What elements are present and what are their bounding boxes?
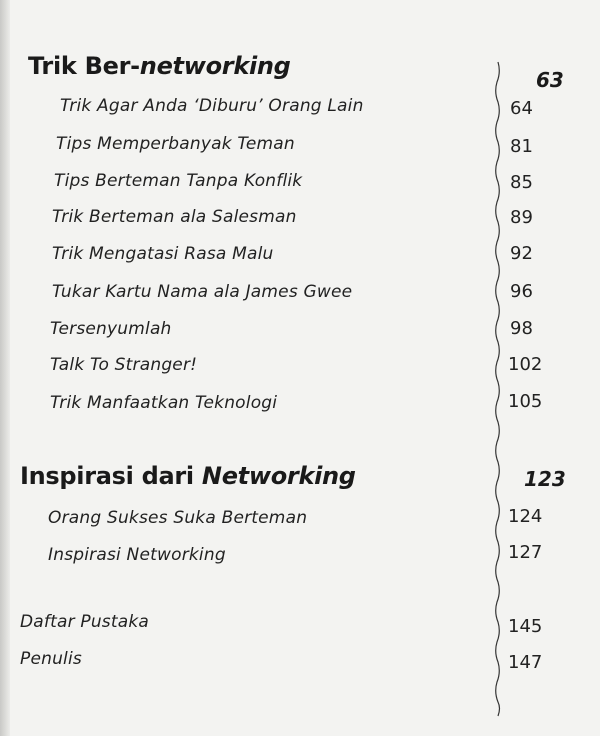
page-edge-shadow xyxy=(0,0,10,736)
toc-entry-title: Tersenyumlah xyxy=(50,319,172,339)
section-heading-emphasis: networking xyxy=(139,52,291,80)
toc-entry-page: 96 xyxy=(510,281,533,302)
toc-entry-page: 85 xyxy=(510,172,533,193)
toc-backmatter-page: 147 xyxy=(508,652,543,673)
toc-backmatter-title: Daftar Pustaka xyxy=(20,612,149,632)
toc-entry-title: Orang Sukses Suka Berteman xyxy=(48,508,308,528)
toc-entry-page: 64 xyxy=(510,98,533,119)
toc-entry-page: 102 xyxy=(508,354,543,375)
toc-entry-page: 105 xyxy=(508,391,543,412)
toc-entry-page: 92 xyxy=(510,243,533,264)
toc-entry-page: 124 xyxy=(508,506,543,527)
toc-entry-title: Inspirasi Networking xyxy=(48,545,226,565)
toc-entry-title: Trik Agar Anda ‘Diburu’ Orang Lain xyxy=(60,96,364,116)
toc-entry-title: Trik Manfaatkan Teknologi xyxy=(50,393,278,413)
toc-entry-page: 127 xyxy=(508,542,543,563)
toc-entry-page: 89 xyxy=(510,207,533,228)
toc-entry-title: Tips Berteman Tanpa Konflik xyxy=(54,171,303,191)
toc-entry-title: Tukar Kartu Nama ala James Gwee xyxy=(52,282,353,302)
section-heading-prefix: Trik Ber- xyxy=(28,52,140,80)
toc-backmatter-page: 145 xyxy=(508,616,543,637)
section-heading-inspirasi-dari-networking xyxy=(20,462,356,490)
section-page-number: 63 xyxy=(536,68,564,92)
toc-entry-title: Talk To Stranger! xyxy=(50,355,198,375)
section-heading-emphasis: Networking xyxy=(201,462,356,490)
toc-entry-title: Trik Berteman ala Salesman xyxy=(52,207,297,227)
section-heading-prefix: Inspirasi dari xyxy=(20,462,202,490)
section-heading-trik-ber-networking xyxy=(28,52,291,80)
toc-entry-page: 98 xyxy=(510,318,533,339)
section-page-number: 123 xyxy=(524,467,566,491)
toc-entry-title: Tips Memperbanyak Teman xyxy=(56,134,295,154)
toc-entry-page: 81 xyxy=(510,136,533,157)
toc-backmatter-title: Penulis xyxy=(20,649,82,669)
toc-entry-title: Trik Mengatasi Rasa Malu xyxy=(52,244,274,264)
